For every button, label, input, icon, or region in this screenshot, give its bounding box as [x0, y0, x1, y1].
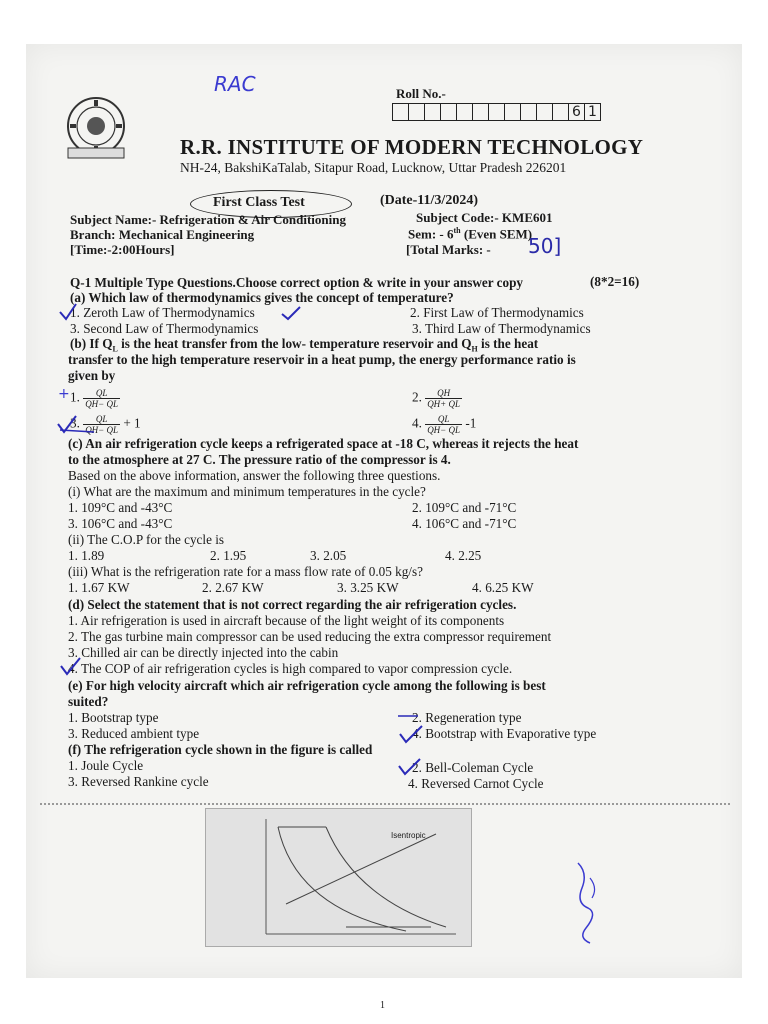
- option-ci2: 2. 109°C and -71°C: [412, 500, 517, 515]
- semester: Sem: - 6th (Even SEM): [408, 226, 533, 242]
- exam-time: [Time:-2:00Hours]: [70, 242, 175, 257]
- option-ci3: 3. 106°C and -43°C: [68, 516, 173, 531]
- handwritten-signature-icon: [568, 858, 608, 948]
- option-cii3: 3. 2.05: [310, 548, 347, 563]
- tick-mark-icon: [54, 412, 114, 436]
- roll-cell: [425, 104, 441, 120]
- page-number: 1: [380, 1000, 385, 1011]
- option-e3: 3. Reduced ambient type: [68, 726, 200, 741]
- institute-name: R.R. INSTITUTE OF MODERN TECHNOLOGY: [180, 135, 644, 159]
- test-name: First Class Test: [213, 195, 305, 210]
- question-c-line2: to the atmosphere at 27 C. The pressure ratio of the compressor is 4.: [68, 452, 451, 467]
- question-c-i: (i) What are the maximum and minimum temperatures in the cycle?: [68, 484, 426, 499]
- institute-address: NH-24, BakshiKaTalab, Sitapur Road, Lucknow, Uttar Pradesh 226201: [180, 160, 567, 175]
- subject-name: Subject Name:- Refrigeration & Air Conditioning: [70, 212, 346, 227]
- option-b1: 1. $\frac{QL}{QH- QL}$: [70, 388, 119, 409]
- option-ciii1: 1. 1.67 KW: [68, 580, 130, 595]
- option-d1: 1. Air refrigeration is used in aircraft because of the light weight of its components: [68, 613, 505, 628]
- question-c-info: Based on the above information, answer the following three questions.: [68, 468, 441, 483]
- roll-label: Roll No.-: [396, 86, 446, 101]
- option-b4: 4. $\frac{QL}{QH- QL}$ -1: [412, 414, 477, 435]
- option-a4: 3. Third Law of Thermodynamics: [412, 321, 591, 336]
- marks-handwritten: 50]: [528, 234, 562, 258]
- option-ci1: 1. 109°C and -43°C: [68, 500, 173, 515]
- question-f: (f) The refrigeration cycle shown in the figure is called: [68, 742, 373, 757]
- question-a: (a) Which law of thermodynamics gives the concept of temperature?: [70, 290, 454, 305]
- option-d3: 3. Chilled air can be directly injected into the cabin: [68, 645, 339, 660]
- option-ciii3: 3. 3.25 KW: [337, 580, 399, 595]
- roll-cell: [457, 104, 473, 120]
- option-f4: 4. Reversed Carnot Cycle: [408, 776, 544, 791]
- question-c-line1: (c) An air refrigeration cycle keeps a refrigerated space at -18 C, whereas it rejects the heat: [68, 436, 579, 451]
- question-e-line1: (e) For high velocity aircraft which air refrigeration cycle among the following is best: [68, 678, 546, 693]
- option-b3: 3. $\frac{QL}{QH- QL}$ + 1: [70, 414, 141, 435]
- cycle-figure: [205, 808, 472, 947]
- branch: Branch: Mechanical Engineering: [70, 227, 255, 242]
- roll-cell: [393, 104, 409, 120]
- tick-mark-icon: [396, 756, 436, 778]
- option-e1: 1. Bootstrap type: [68, 710, 159, 725]
- tick-mark-icon: [58, 656, 88, 678]
- roll-cell: 6: [569, 104, 585, 120]
- roll-cell: [521, 104, 537, 120]
- roll-cell: [409, 104, 425, 120]
- option-ciii2: 2. 2.67 KW: [202, 580, 264, 595]
- q1-marks: (8*2=16): [590, 274, 640, 289]
- option-d4: 4. The COP of air refrigeration cycles is high compared to vapor compression cycle.: [68, 661, 513, 676]
- plus-one-mark: +: [58, 386, 70, 402]
- q1-heading: Q-1 Multiple Type Questions.Choose correct option & write in your answer copy: [70, 275, 523, 290]
- divider: [40, 803, 730, 805]
- roll-cell: [441, 104, 457, 120]
- question-c-iii: (iii) What is the refrigeration rate for a mass flow rate of 0.05 kg/s?: [68, 564, 423, 579]
- total-marks: [Total Marks: -: [406, 242, 491, 257]
- roll-cell: [537, 104, 553, 120]
- handwritten-note: RAC: [214, 72, 256, 96]
- roll-cell: [489, 104, 505, 120]
- ts-diagram: [206, 809, 471, 946]
- option-d2: 2. The gas turbine main compressor can be used reducing the extra compressor requirement: [68, 629, 552, 644]
- roll-cell: [473, 104, 489, 120]
- option-a2: 2. First Law of Thermodynamics: [410, 305, 584, 320]
- option-b2: 2. $\frac{QH}{QH+ QL}$: [412, 388, 461, 409]
- question-d: (d) Select the statement that is not correct regarding the air refrigeration cycles.: [68, 597, 517, 612]
- option-f1: 1. Joule Cycle: [68, 758, 144, 773]
- question-c-ii: (ii) The C.O.P for the cycle is: [68, 532, 225, 547]
- option-cii4: 4. 2.25: [445, 548, 482, 563]
- question-b-line1: (b) If $Q_L$ is the heat transfer from the low- temperature reservoir and $Q_H$ is the heat: [70, 336, 539, 354]
- roll-cell: [553, 104, 569, 120]
- test-date: (Date-11/3/2024): [380, 193, 478, 208]
- subject-code: Subject Code:- KME601: [416, 210, 553, 225]
- option-cii2: 2. 1.95: [210, 548, 247, 563]
- roll-cell: [505, 104, 521, 120]
- option-f3: 3. Reversed Rankine cycle: [68, 774, 209, 789]
- question-e-line2: suited?: [68, 694, 109, 709]
- roll-number-box: [392, 103, 601, 121]
- option-ciii4: 4. 6.25 KW: [472, 580, 534, 595]
- tick-mark-icon: [56, 302, 306, 322]
- option-e4: 4. Bootstrap with Evaporative type: [412, 726, 597, 741]
- question-b-line3: given by: [68, 368, 116, 383]
- option-f2: 2. Bell-Coleman Cycle: [412, 760, 534, 775]
- question-b-line2: transfer to the high temperature reservoir in a heat pump, the energy performance ratio is: [68, 352, 576, 367]
- option-cii1: 1. 1.89: [68, 548, 105, 563]
- option-a1: 1. Zeroth Law of Thermodynamics: [70, 305, 255, 320]
- option-a3: 3. Second Law of Thermodynamics: [70, 321, 259, 336]
- institute-logo-icon: [60, 96, 132, 162]
- figure-label: Isentropic: [391, 831, 426, 840]
- roll-cell: 1: [588, 104, 597, 120]
- tick-mark-icon: [396, 706, 436, 746]
- option-e2: 2. Regeneration type: [412, 710, 522, 725]
- option-ci4: 4. 106°C and -71°C: [412, 516, 517, 531]
